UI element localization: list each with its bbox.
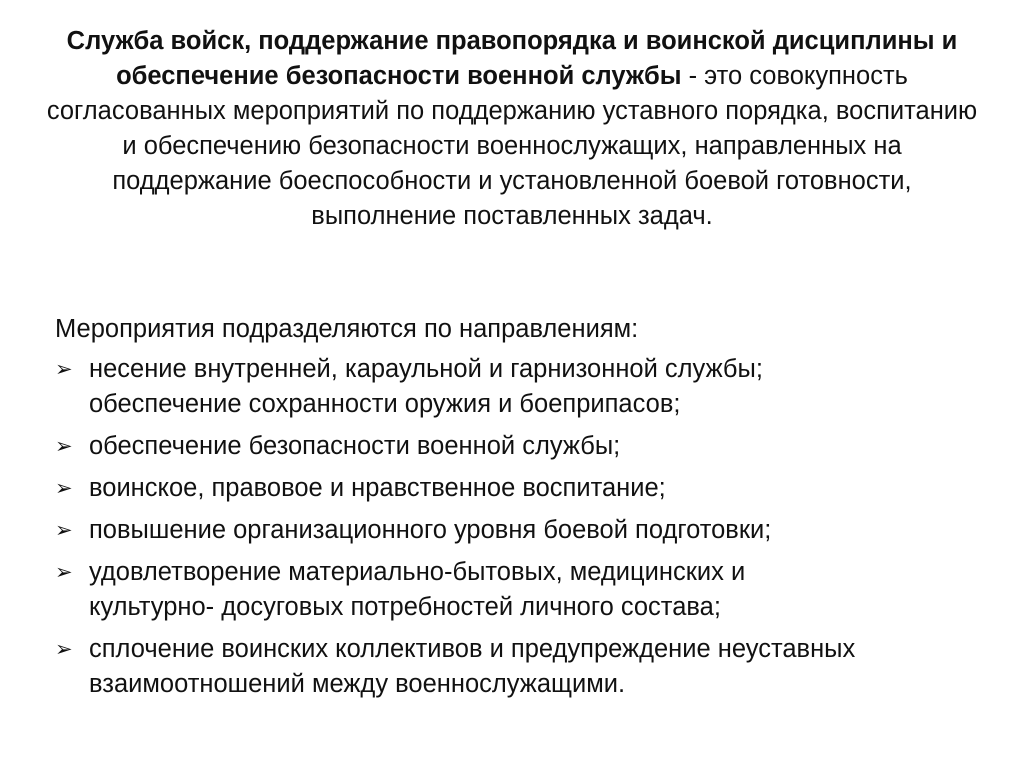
list-item [55, 632, 985, 702]
definition-body: это совокупность согласованных мероприятий по поддержанию уставного порядка, воспитанию и обеспечению безопасности военнослужащих, направленных на поддержание боеспособности и установленной боевой готовности, выполнение поставленных задач. [46, 62, 978, 230]
list-item [55, 513, 985, 548]
list-item [55, 429, 985, 464]
list-item-text: повышение организационного уровня боевой подготовки; [89, 516, 772, 544]
arrowhead-bullet-icon: ➢ [55, 435, 73, 458]
arrowhead-bullet-icon: ➢ [55, 358, 73, 381]
list-item-text: сплочение воинских коллективов и предупреждение неуставных взаимоотношений между военнослужащими. [89, 635, 856, 698]
list-item-text: воинское, правовое и нравственное воспитание; [89, 474, 666, 502]
list-item-text: обеспечение безопасности военной службы; [89, 432, 621, 460]
definition-paragraph [40, 24, 984, 234]
arrowhead-bullet-icon: ➢ [55, 477, 73, 500]
list-item [55, 352, 985, 422]
measures-intro: Мероприятия подразделяются по направлениям: [55, 315, 639, 343]
list-item [55, 471, 985, 506]
arrowhead-bullet-icon: ➢ [55, 561, 73, 584]
list-item-text: удовлетворение материально-бытовых, медицинских и культурно- досуговых потребностей личного состава; [89, 558, 746, 621]
list-item-text: несение внутренней, караульной и гарнизонной службы; обеспечение сохранности оружия и боеприпасов; [89, 355, 763, 418]
definition-separator: - [681, 62, 705, 90]
arrowhead-bullet-icon: ➢ [55, 638, 73, 661]
arrowhead-bullet-icon: ➢ [55, 519, 73, 542]
measures-list [55, 352, 985, 709]
definition-term: Служба войск, поддержание правопорядка и воинской дисциплины и обеспечение безопасности военной службы [66, 27, 958, 90]
list-item [55, 555, 985, 625]
